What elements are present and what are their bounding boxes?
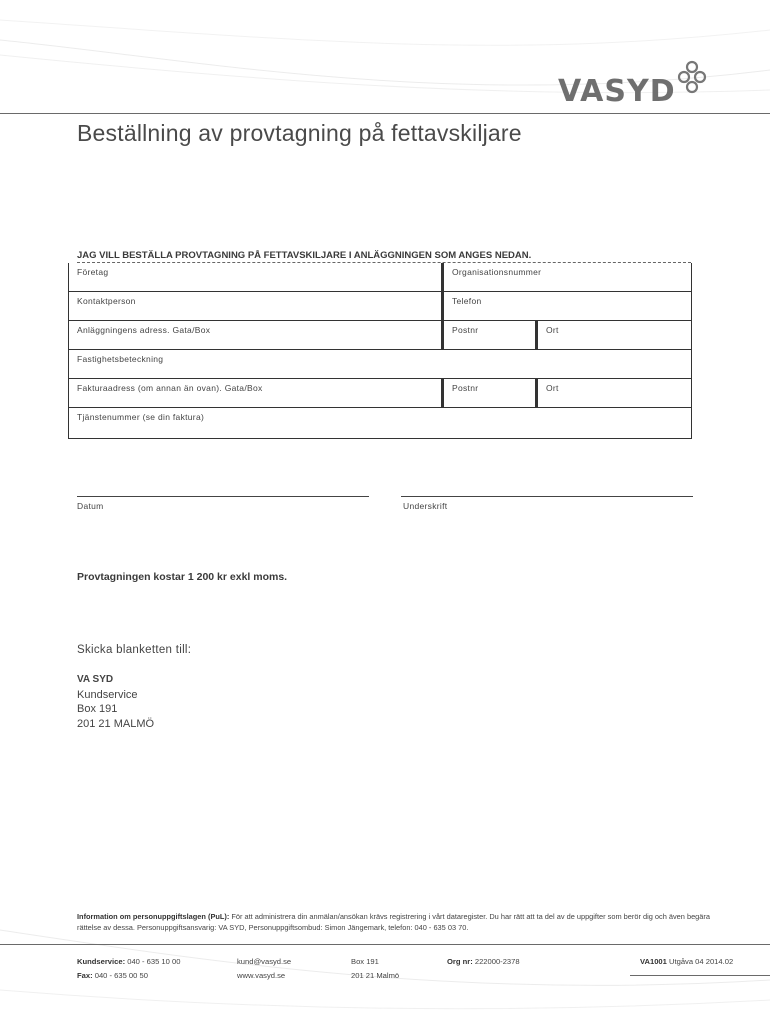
company-field[interactable]: [69, 263, 441, 291]
footer-org-number: [447, 957, 520, 966]
invoice-city-label: Ort: [546, 383, 559, 393]
form-row-contact: [69, 292, 691, 321]
form-row-service-number: [69, 408, 691, 438]
site-city-label: Ort: [546, 325, 559, 335]
service-number-label: Tjänstenummer (se din faktura): [77, 412, 205, 422]
date-label: Datum: [77, 501, 104, 511]
invoice-postcode-field[interactable]: [441, 379, 535, 407]
privacy-notice-heading: Information om personuppgiftslagen (PuL):: [77, 912, 230, 921]
footer-version: Utgåva 04 2014.02: [666, 957, 734, 966]
footer-form-code: [640, 957, 733, 966]
privacy-notice-text: För att administrera din anmälan/ansökan krävs registrering i vårt dataregister. Du har rätt att ta del av de uppgifter som berör dig och även begära rättelse av dessa. Personuppgiftsansvarig: VA SYD, Personuppgiftsombud: Simon Jängemark, telefon: 040 - 635 03 70.: [77, 912, 710, 932]
property-designation-label: Fastighetsbeteckning: [77, 354, 164, 364]
footer-code-rule: [630, 975, 770, 976]
form-row-site-address: [69, 321, 691, 350]
invoice-address-field[interactable]: [69, 379, 441, 407]
site-postcode-label: Postnr: [452, 325, 479, 335]
phone-label: Telefon: [452, 296, 482, 306]
invoice-address-label: Fakturaadress (om annan än ovan). Gata/Box: [77, 383, 263, 393]
footer-box: Box 191: [351, 957, 379, 966]
site-address-field[interactable]: [69, 321, 441, 349]
property-designation-field[interactable]: [69, 350, 691, 378]
mailing-address: [77, 673, 154, 731]
footer-form-code-value: VA1001: [640, 957, 667, 966]
signature-line[interactable]: [401, 496, 693, 497]
date-line[interactable]: [77, 496, 369, 497]
contact-person-field[interactable]: [69, 292, 441, 320]
page-title: Beställning av provtagning på fettavskiljare: [77, 120, 522, 146]
vasyd-logo: [558, 60, 708, 109]
address-line-3: 201 21 MALMÖ: [77, 717, 155, 730]
price-note: Provtagningen kostar 1 200 kr exkl moms.: [77, 571, 288, 583]
footer-rule: [0, 944, 770, 945]
service-number-field[interactable]: [69, 408, 691, 438]
form-row-property: [69, 350, 691, 379]
site-address-label: Anläggningens adress. Gata/Box: [77, 325, 211, 335]
invoice-city-field[interactable]: [535, 379, 691, 407]
invoice-postcode-label: Postnr: [452, 383, 479, 393]
footer-org-label: Org nr:: [447, 957, 473, 966]
site-city-field[interactable]: [535, 321, 691, 349]
address-line-2: Box 191: [77, 703, 118, 715]
footer-phone: [77, 957, 180, 966]
privacy-notice: [77, 912, 717, 933]
org-number-field[interactable]: [441, 263, 691, 291]
footer-email[interactable]: kund@vasyd.se: [237, 957, 292, 966]
company-label: Företag: [77, 267, 109, 277]
footer-fax-label: Fax:: [77, 971, 93, 980]
logo-mark-icon: [676, 60, 708, 100]
logo-text: VASYD: [558, 74, 676, 109]
form-heading: JAG VILL BESTÄLLA PROVTAGNING PÅ FETTAVSKILJARE I ANLÄGGNINGEN SOM ANGES NEDAN.: [77, 250, 532, 261]
form-row-company: [69, 263, 691, 292]
footer-phone-label: Kundservice:: [77, 957, 126, 966]
site-postcode-field[interactable]: [441, 321, 535, 349]
order-form: [68, 263, 692, 439]
footer-city: 201 21 Malmö: [351, 971, 400, 980]
form-row-invoice-address: [69, 379, 691, 408]
footer-fax-value: 040 - 635 00 50: [92, 971, 148, 980]
contact-person-label: Kontaktperson: [77, 296, 136, 306]
footer-fax: [77, 971, 148, 980]
phone-field[interactable]: [441, 292, 691, 320]
address-org: VA SYD: [77, 674, 114, 685]
signature-label: Underskrift: [403, 501, 448, 511]
header-rule: [0, 113, 770, 114]
send-to-label: Skicka blanketten till:: [77, 644, 192, 656]
footer-website[interactable]: www.vasyd.se: [237, 971, 286, 980]
address-line-1: Kundservice: [77, 688, 138, 701]
footer-phone-value: 040 - 635 10 00: [125, 957, 181, 966]
footer-org-value: 222000-2378: [472, 957, 520, 966]
org-number-label: Organisationsnummer: [452, 267, 542, 277]
